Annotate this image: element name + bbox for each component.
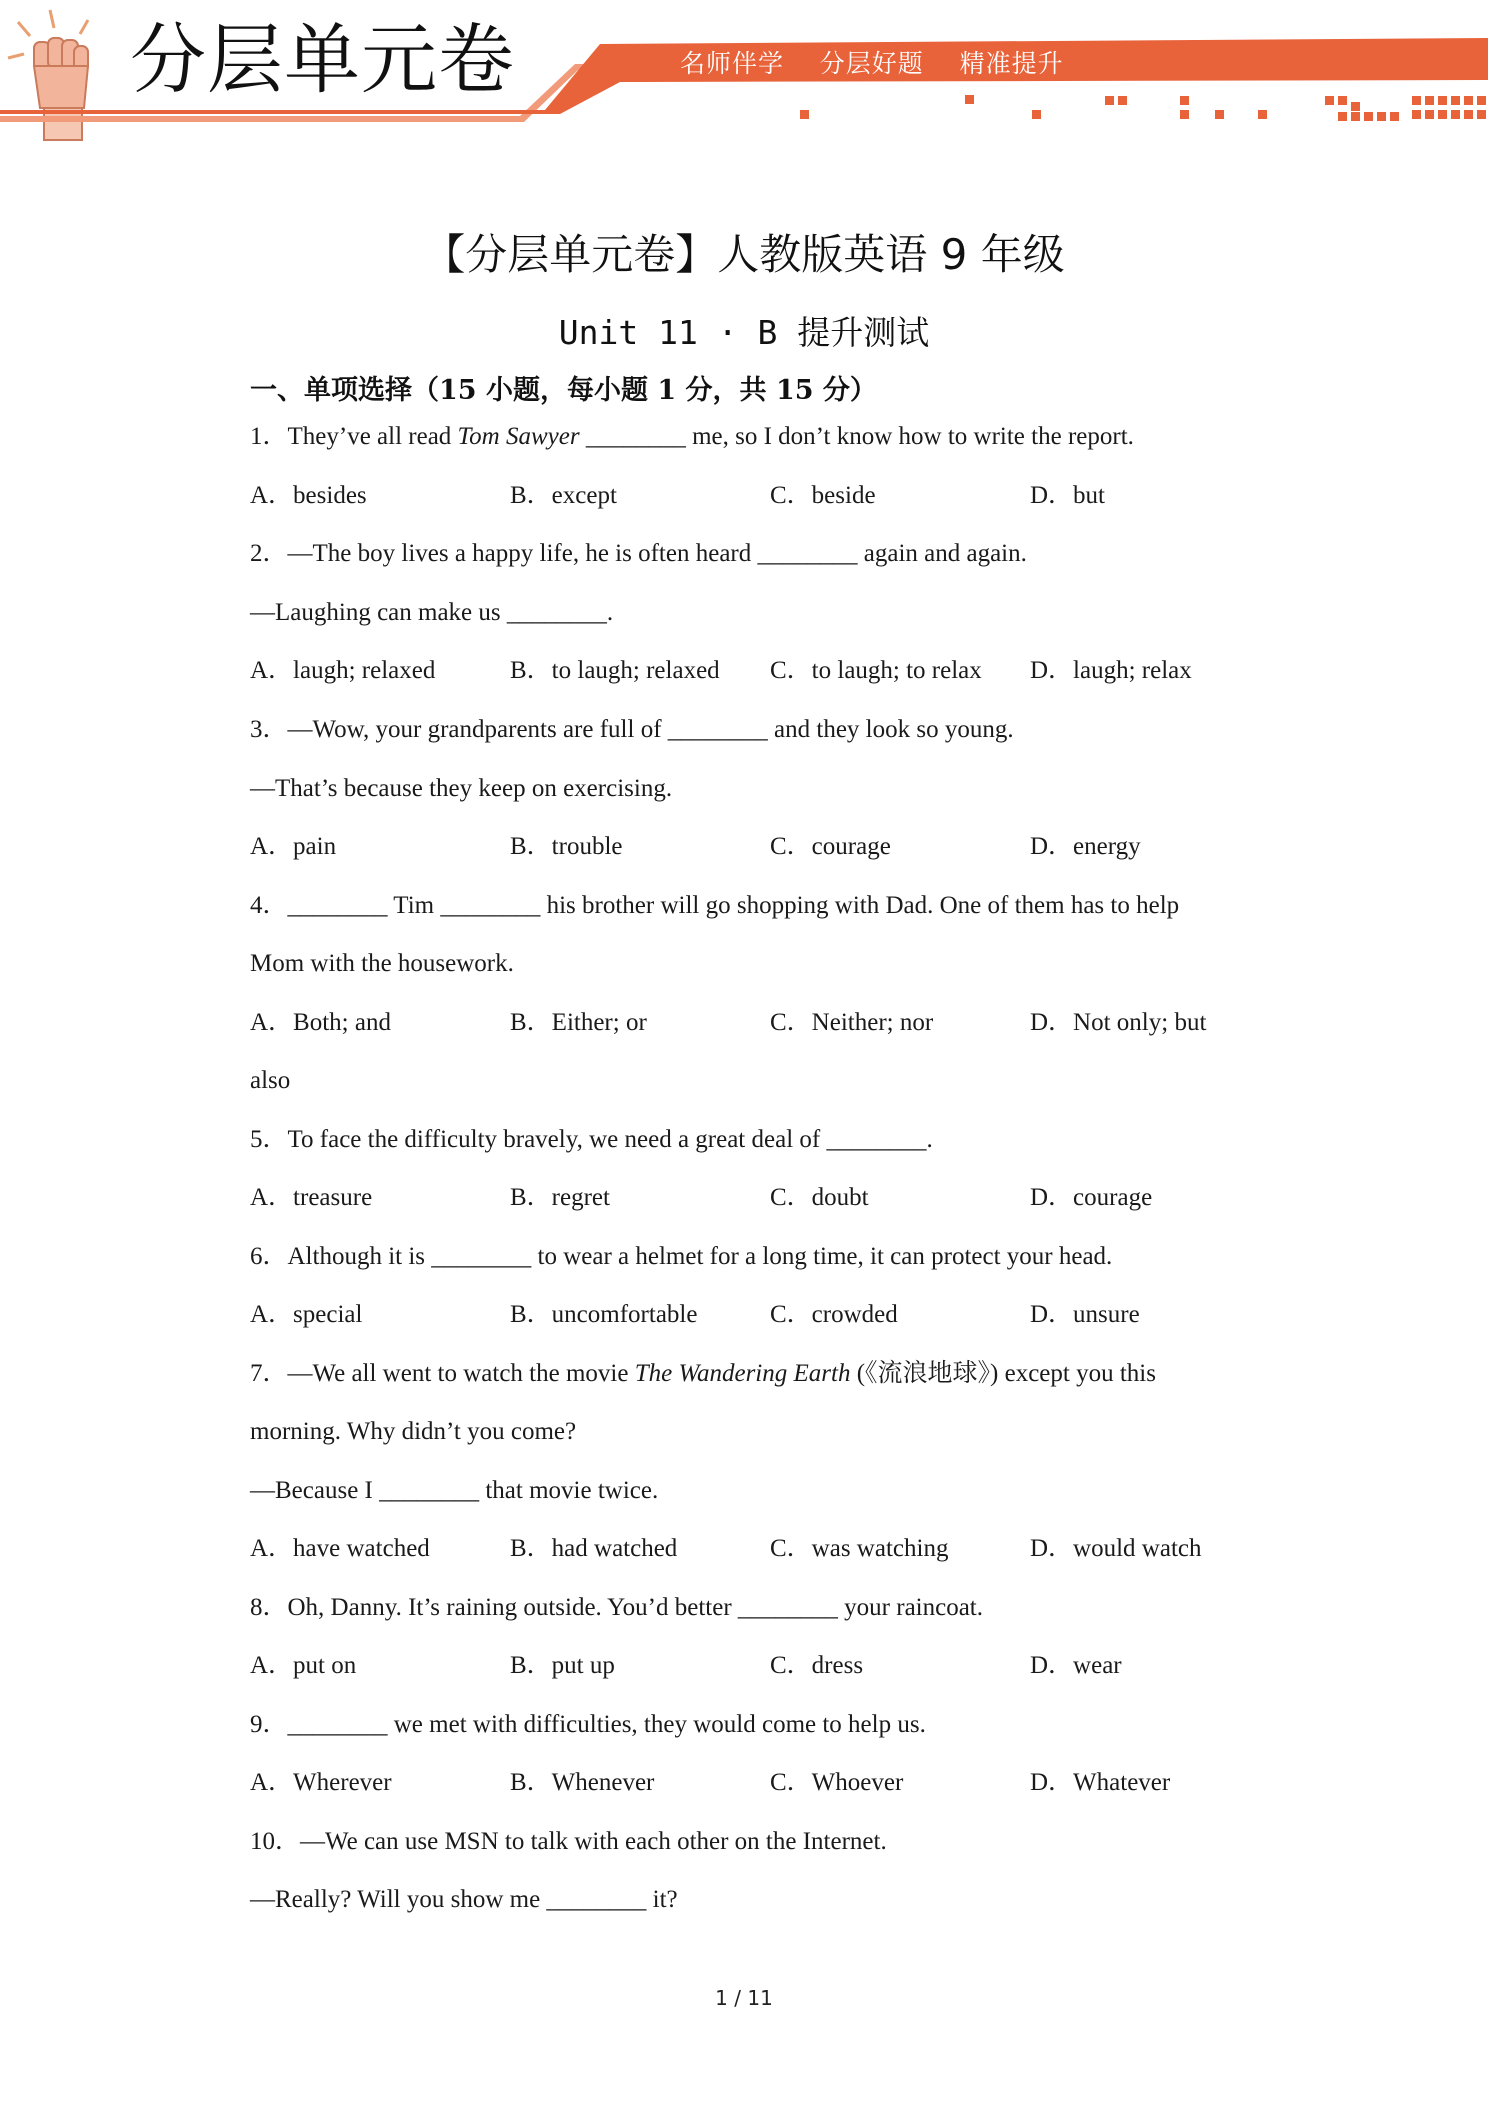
question-4-option-d-overflow: also xyxy=(250,1067,291,1094)
question-5-option-c[interactable]: C．doubt xyxy=(770,1184,869,1211)
question-2-option-d[interactable]: D．laugh; relax xyxy=(1030,657,1192,684)
question-3-option-b[interactable]: B．trouble xyxy=(510,833,623,860)
question-7-stem-line3: —Because I ________ that movie twice. xyxy=(250,1477,659,1504)
question-4-stem-line2: Mom with the housework. xyxy=(250,950,514,977)
question-3-option-d[interactable]: D．energy xyxy=(1030,833,1141,860)
question-7-option-a[interactable]: A．have watched xyxy=(250,1535,430,1562)
question-9-stem: 9．________ we met with difficulties, they would come to help us. xyxy=(250,1711,926,1738)
question-10-stem: 10．—We can use MSN to talk with each other on the Internet. xyxy=(250,1828,887,1855)
question-5-stem: 5．To face the difficulty bravely, we need a great deal of ________. xyxy=(250,1126,933,1153)
question-8-option-b[interactable]: B．put up xyxy=(510,1652,615,1679)
page-header xyxy=(0,0,1488,150)
page-number: 1 / 11 xyxy=(715,1986,773,2010)
question-9-option-b[interactable]: B．Whenever xyxy=(510,1769,655,1796)
question-5-option-d[interactable]: D．courage xyxy=(1030,1184,1153,1211)
brand-title: 分层单元卷 xyxy=(130,15,515,104)
section-heading: 一、单项选择（15 小题，每小题 1 分，共 15 分） xyxy=(250,375,877,406)
question-1-stem: 1．They’ve all read Tom Sawyer ________ me, so I don’t know how to write the report. xyxy=(250,423,1134,450)
question-4-stem: 4．________ Tim ________ his brother will go shopping with Dad. One of them has to help xyxy=(250,892,1180,919)
question-4-option-d[interactable]: D．Not only; but xyxy=(1030,1009,1207,1036)
question-7-stem-line2: morning. Why didn’t you come? xyxy=(250,1418,577,1445)
question-8-stem: 8．Oh, Danny. It’s raining outside. You’d better ________ your raincoat. xyxy=(250,1594,983,1621)
question-2-stem-line2: —Laughing can make us ________. xyxy=(250,599,614,626)
question-5-option-b[interactable]: B．regret xyxy=(510,1184,610,1211)
question-6-option-b[interactable]: B．uncomfortable xyxy=(510,1301,698,1328)
question-3-option-c[interactable]: C．courage xyxy=(770,833,891,860)
document-subtitle: Unit 11 · B 提升测试 xyxy=(558,313,930,352)
question-8-option-d[interactable]: D．wear xyxy=(1030,1652,1122,1679)
question-10-stem-line2: —Really? Will you show me ________ it? xyxy=(250,1886,678,1913)
question-8-option-a[interactable]: A．put on xyxy=(250,1652,357,1679)
question-2-option-a[interactable]: A．laugh; relaxed xyxy=(250,657,436,684)
question-4-option-b[interactable]: B．Either; or xyxy=(510,1009,647,1036)
question-9-option-c[interactable]: C．Whoever xyxy=(770,1769,904,1796)
question-1-option-c[interactable]: C．beside xyxy=(770,482,876,509)
question-4-option-c[interactable]: C．Neither; nor xyxy=(770,1009,934,1036)
question-3-stem-line2: —That’s because they keep on exercising. xyxy=(250,775,673,802)
question-5-option-a[interactable]: A．treasure xyxy=(250,1184,373,1211)
question-7-option-c[interactable]: C．was watching xyxy=(770,1535,949,1562)
question-8-option-c[interactable]: C．dress xyxy=(770,1652,864,1679)
question-4-option-a[interactable]: A．Both; and xyxy=(250,1009,391,1036)
question-2-option-b[interactable]: B．to laugh; relaxed xyxy=(510,657,720,684)
question-2-option-c[interactable]: C．to laugh; to relax xyxy=(770,657,982,684)
question-3-option-a[interactable]: A．pain xyxy=(250,833,337,860)
document-title: 【分层单元卷】人教版英语 9 年级 xyxy=(423,230,1065,279)
question-6-stem: 6．Although it is ________ to wear a helmet for a long time, it can protect your head. xyxy=(250,1243,1113,1270)
question-9-option-a[interactable]: A．Wherever xyxy=(250,1769,392,1796)
question-1-option-a[interactable]: A．besides xyxy=(250,482,367,509)
question-7-stem: 7．—We all went to watch the movie The Wandering Earth (《流浪地球》) except you this xyxy=(250,1360,1156,1387)
question-1-option-d[interactable]: D．but xyxy=(1030,482,1106,509)
question-6-option-d[interactable]: D．unsure xyxy=(1030,1301,1140,1328)
question-7-option-b[interactable]: B．had watched xyxy=(510,1535,678,1562)
question-1-option-b[interactable]: B．except xyxy=(510,482,617,509)
question-3-stem: 3．—Wow, your grandparents are full of ________ and they look so young. xyxy=(250,716,1014,743)
question-7-option-d[interactable]: D．would watch xyxy=(1030,1535,1202,1562)
question-2-stem: 2．—The boy lives a happy life, he is often heard ________ again and again. xyxy=(250,540,1027,567)
question-6-option-a[interactable]: A．special xyxy=(250,1301,363,1328)
header-slogan: 名师伴学 分层好题 精准提升 xyxy=(680,49,1064,78)
question-6-option-c[interactable]: C．crowded xyxy=(770,1301,898,1328)
question-9-option-d[interactable]: D．Whatever xyxy=(1030,1769,1171,1796)
